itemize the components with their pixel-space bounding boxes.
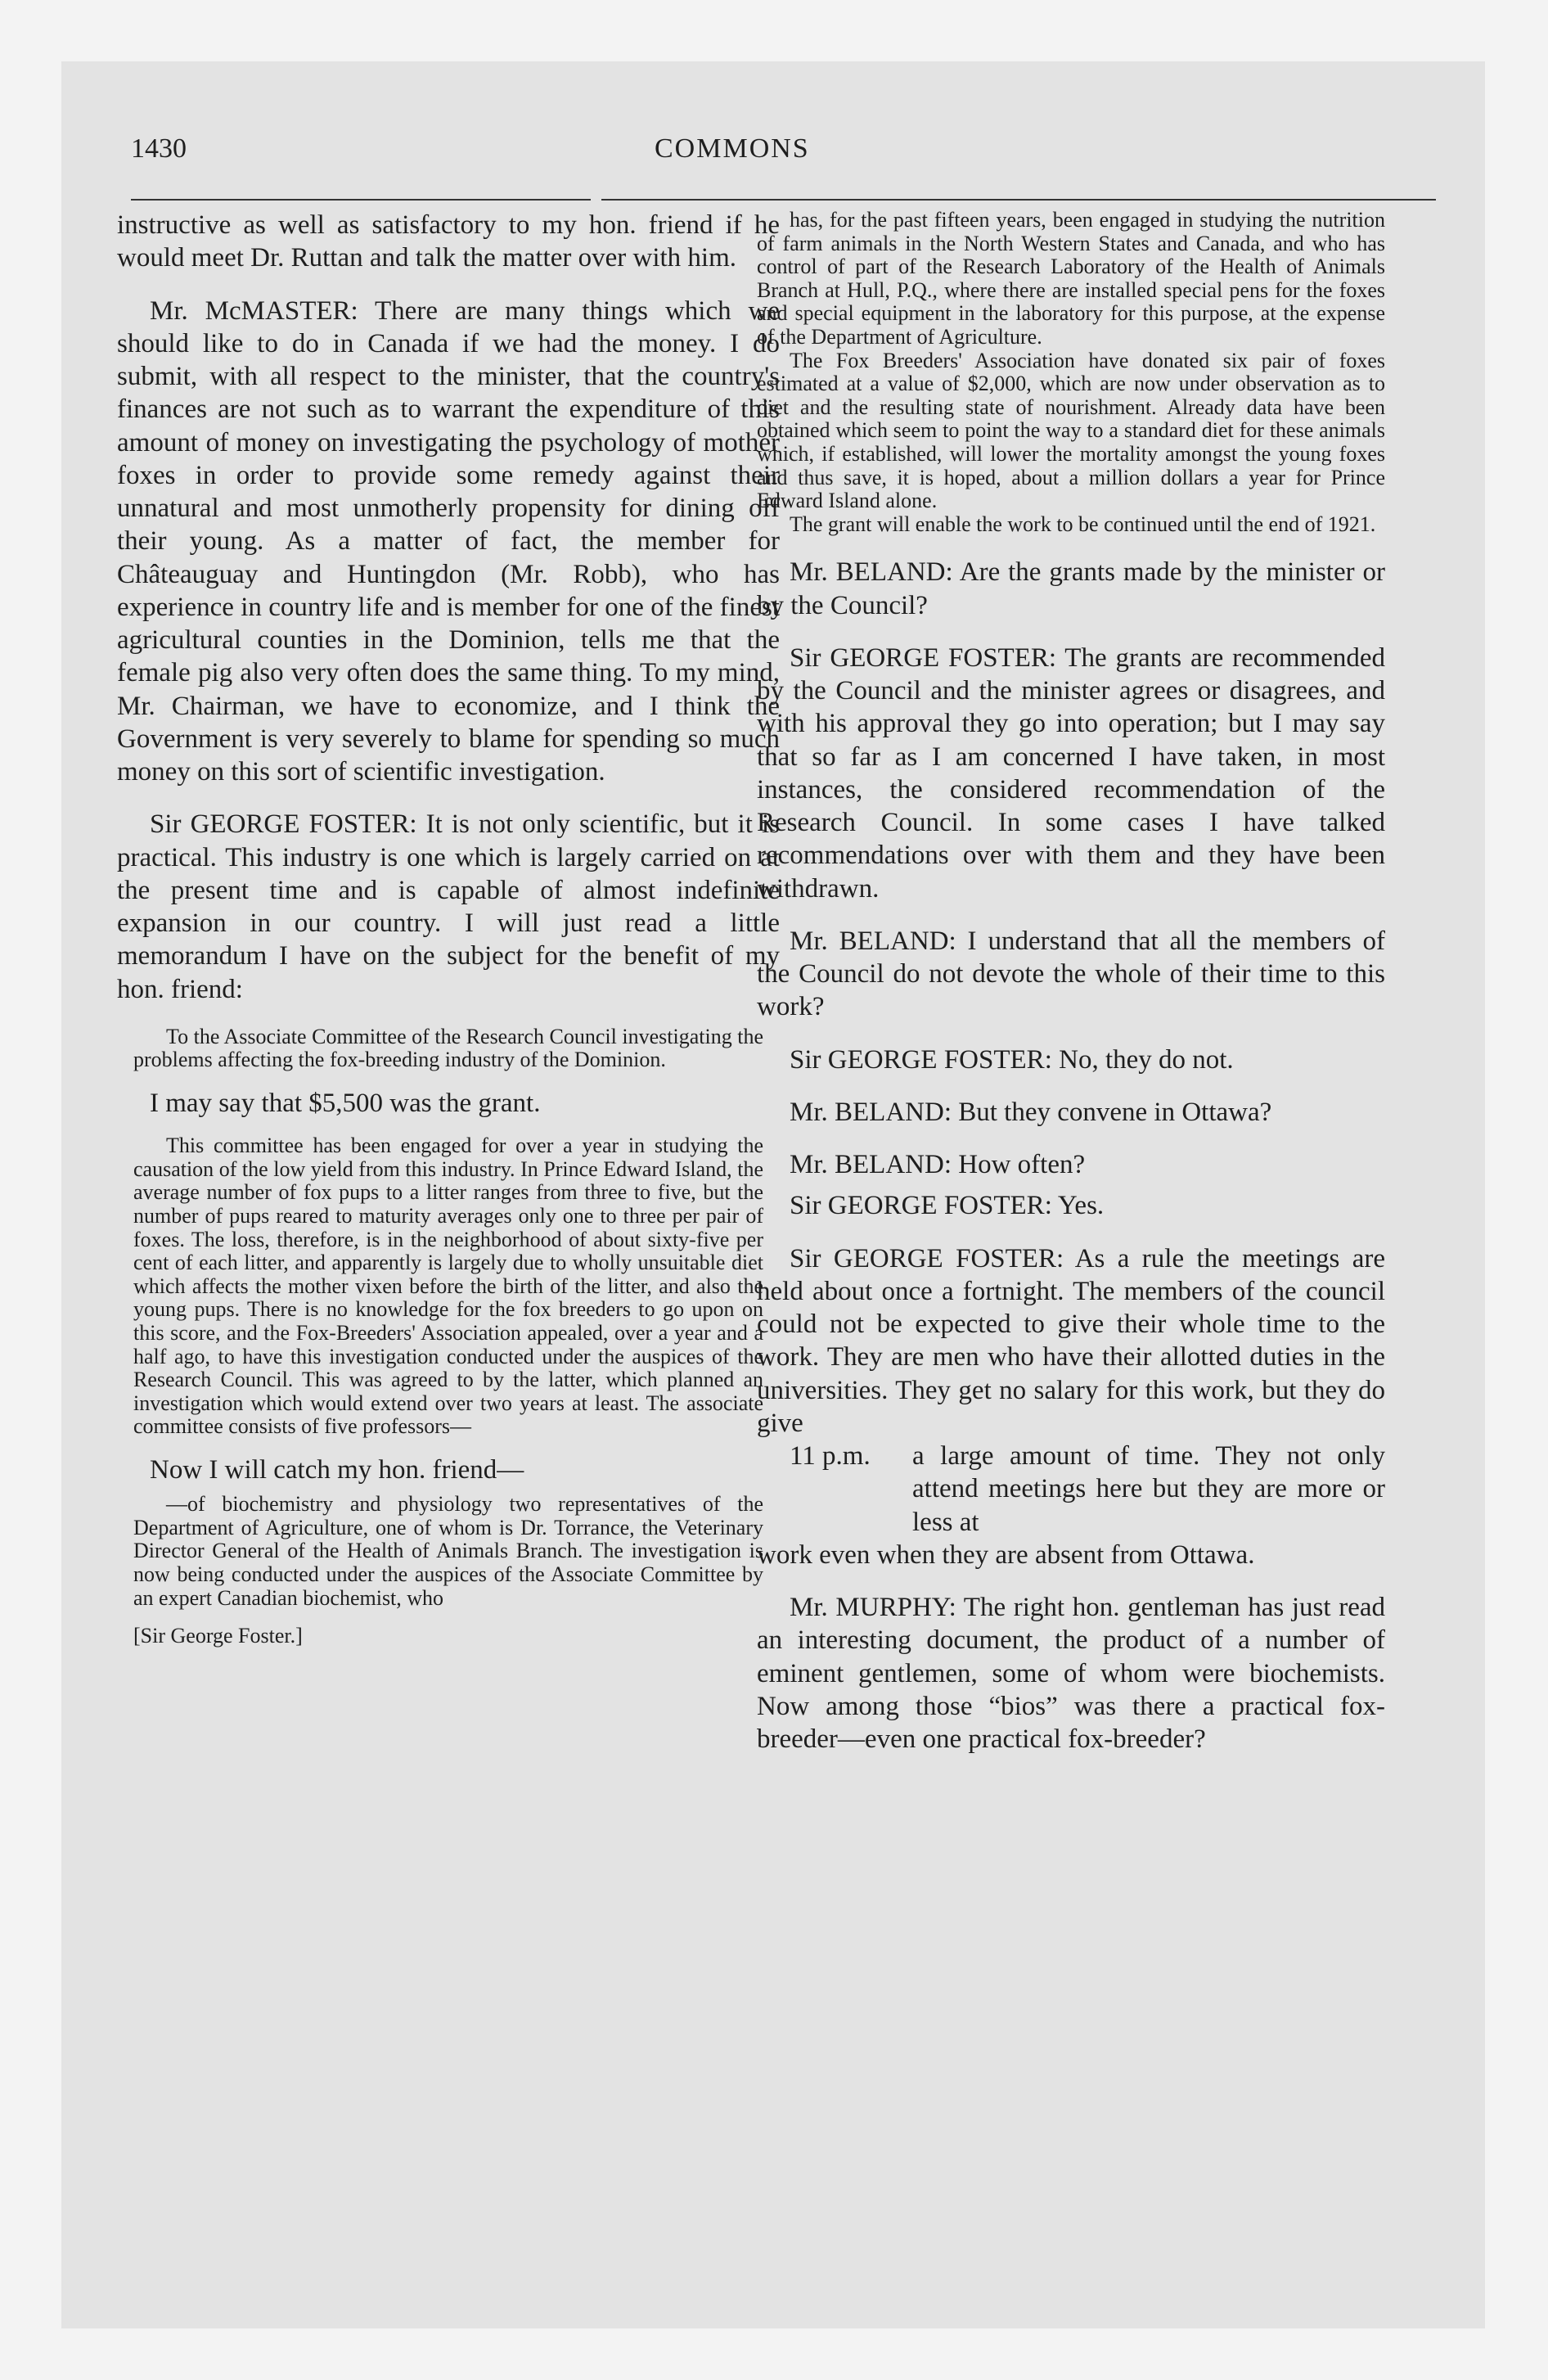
speech-foster: Sir GEORGE FOSTER: As a rule the meetings are held about once a fortnight. The members of the council could not be expected to give their whole time to the work. They are men who have their allotted duties in the universities. They get no salary for this work, but they do give	[757, 1243, 1385, 1438]
header-rule-left	[131, 199, 591, 201]
paragraph: Now I will catch my hon. friend—	[150, 1454, 524, 1485]
speech-foster: Sir GEORGE FOSTER: Yes.	[790, 1191, 1105, 1221]
running-head: COMMONS	[655, 133, 810, 164]
paragraph: instructive as well as satisfactory to my hon. friend if he would meet Dr. Ruttan and talk the matter over with him.	[117, 210, 780, 273]
speech-foster: Sir GEORGE FOSTER: It is not only scientific, but it is practical. This industry is one which is largely carried on at the present time and is capable of almost indefinite expansion in our country. I will just read a little memorandum I have on the subject for the benefit of my hon. friend:	[117, 809, 780, 1004]
speech-murphy: Mr. MURPHY: The right hon. gentleman has just read an interesting document, the product of a number of eminent gentlemen, some of whom were biochemists. Now among those “bios” was there a practical fox-breeder—even one practical fox-breeder?	[757, 1593, 1385, 1755]
paragraph-continuation: work even when they are absent from Ottawa.	[757, 1539, 1255, 1570]
paragraph-continuation: a large amount of time. They not only attend meetings here but they are more or less at	[912, 1441, 1385, 1537]
memorandum-quote: has, for the past fifteen years, been engaged in studying the nutrition of farm animals in the North Western States and Canada, and who has control of part of the Research Laboratory of the Health of Animals Branch at Hull, P.Q., where there are installed special pens for the foxes and special equipment in the laboratory for this purpose, at the expense of the Department of Agriculture.	[757, 208, 1385, 349]
memorandum-quote: The grant will enable the work to be continued until the end of 1921.	[790, 512, 1376, 536]
speech-beland: Mr. BELAND: Are the grants made by the minister or by the Council?	[757, 557, 1385, 620]
time-note: 11 p.m.	[790, 1441, 871, 1472]
paragraph: I may say that $5,500 was the grant.	[150, 1088, 541, 1118]
memorandum-quote: —of biochemistry and physiology two representatives of the Department of Agriculture, one of whom is Dr. Torrance, the Veterinary Director General of the Health of Animals Branch. The investigation is now being conducted under the auspices of the Associate Committee by an expert Canadian biochemist, who	[133, 1492, 763, 1610]
page-number: 1430	[131, 133, 187, 164]
speaker-attribution: [Sir George Foster.]	[133, 1624, 303, 1648]
memorandum-quote: To the Associate Committee of the Research Council investigating the problems affecting the fox-breeding industry of the Dominion.	[133, 1024, 763, 1072]
speech-mcmaster: Mr. McMASTER: There are many things which we should like to do in Canada if we had the money. I do submit, with all respect to the minister, that the country's finances are not such as to warrant the expenditure of this amount of money on investigating the psychology of mother foxes in order to provide some remedy against their unnatural and most unmotherly propensity for dining off their young. As a matter of fact, the member for Châteauguay and Huntingdon (Mr. Robb), who has experience in country life and is member for one of the finest agricultural counties in the Dominion, tells me that the female pig also very often does the same thing. To my mind, Mr. Chairman, we have to economize, and I think the Government is very severely to blame for spending so much money on this sort of scientific investigation.	[117, 295, 780, 787]
right-column	[757, 209, 1385, 1756]
memorandum-quote: The Fox Breeders' Association have donated six pair of foxes estimated at a value of $2,000, which are now under observation as to diet and the resulting state of nourishment. Already data have been obtained which seem to point the way to a standard diet for these animals which, if established, will lower the mortality amongst the young foxes and thus save, it is hoped, about a million dollars a year for Prince Edward Island alone.	[757, 348, 1385, 513]
page	[61, 61, 1485, 2328]
speech-beland: Mr. BELAND: I understand that all the members of the Council do not devote the whole of their time to this work?	[757, 926, 1385, 1022]
speech-beland: Mr. BELAND: How often?	[790, 1150, 1086, 1180]
time-note-block	[757, 1440, 1385, 1539]
speech-foster: Sir GEORGE FOSTER: The grants are recommended by the Council and the minister agrees or disagrees, and with his approval they go into operation; but I may say that so far as I am concerned I have taken, in most instances, the considered recommendation of the Research Council. In some cases I have talked recommendations over with them and they have been withdrawn.	[757, 642, 1385, 904]
speech-beland: Mr. BELAND: But they convene in Ottawa?	[790, 1097, 1272, 1127]
left-column	[117, 209, 780, 1648]
speech-foster: Sir GEORGE FOSTER: No, they do not.	[790, 1044, 1234, 1075]
memorandum-quote: This committee has been engaged for over a year in studying the causation of the low yield from this industry. In Prince Edward Island, the average number of fox pups to a litter ranges from three to five, but the number of pups reared to maturity averages only one to three per pair of foxes. The loss, therefore, is in the neighborhood of about sixty-five per cent of each litter, and apparently is largely due to wholly unsuitable diet which affects the mother vixen before the birth of the litter, and also the young pups. There is no knowledge for the fox breeders to go upon on this score, and the Fox-Breeders' Association appealed, over a year and a half ago, to have this investigation conducted under the auspices of the Research Council. This was agreed to by the latter, which planned an investigation which would extend over two years at least. The associate committee consists of five professors—	[133, 1134, 763, 1439]
header-rule-right	[601, 199, 1436, 201]
